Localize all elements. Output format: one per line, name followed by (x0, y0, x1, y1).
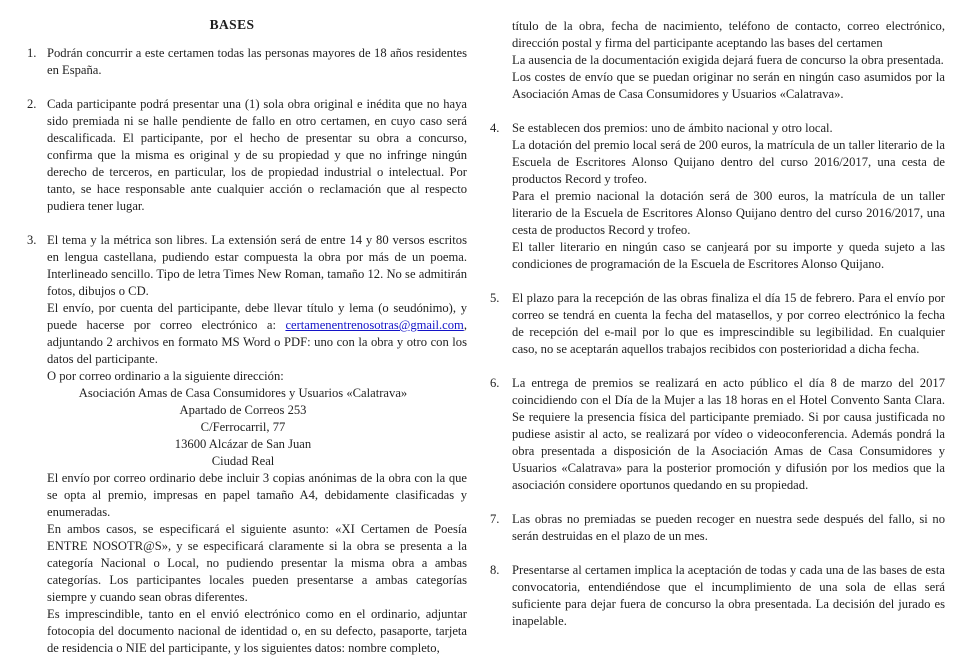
item-body (512, 511, 945, 545)
item-number: 4. (490, 121, 500, 135)
paragraph: El taller literario en ningún caso se canjeará por su importe y queda sujeto a las condiciones de programación de la Escuela de Escritores Alonso Quijano. (512, 240, 945, 271)
item-body (512, 375, 945, 494)
paragraph: La ausencia de la documentación exigida dejará fuera de concurso la obra presentada. (512, 53, 944, 67)
item-body (47, 45, 467, 79)
rules-list-right (490, 18, 945, 630)
rule-item (490, 375, 945, 494)
paragraph: El envío por correo ordinario debe incluir 3 copias anónimas de la obra con la que se opta al premio, impresas en papel tamaño A4, debidamente clasificadas y enumeradas. (47, 471, 467, 519)
paragraph: Presentarse al certamen implica la aceptación de todas y cada una de las bases de esta convocatoria, entendiéndose que el incumplimiento de una sola de ellas será suficiente para dejar fuera de concurso la obra presentada. La decisión del jurado es inapelable. (512, 563, 945, 628)
rule-item (490, 290, 945, 358)
paragraph (47, 300, 467, 368)
item-body (512, 18, 945, 103)
paragraph: Se establecen dos premios: uno de ámbito nacional y otro local. (512, 121, 833, 135)
address-line: Asociación Amas de Casa Consumidores y Usuarios «Calatrava» (78, 386, 408, 400)
paragraph: En ambos casos, se especificará el siguiente asunto: «XI Certamen de Poesía ENTRE NOSOTR@S», y se especificará claramente si la obra se presenta a la categoría Nacional o Local, no pudiendo presentar la misma obra a ambas categorías. Los participantes locales pueden presentarse a ambas categorías siempre y cuando sean obras diferentes. (47, 522, 467, 604)
paragraph: El plazo para la recepción de las obras finaliza el día 15 de febrero. Para el envío por correo se tendrá en cuenta la fecha del matasellos, y por correo electrónico la fecha de recepción del e-mail por lo que es imprescindible su legibilidad. En cualquier caso, no se aceptarán aquellos trabajos recibidos con posterioridad a dicha fecha. (512, 291, 945, 356)
item-number: 8. (490, 563, 500, 577)
rule-item (490, 511, 945, 545)
item-body (47, 96, 467, 215)
item-number: 3. (27, 233, 37, 247)
paragraph: Cada participante podrá presentar una (1) sola obra original e inédita que no haya sido premiada ni se halle pendiente de fallo en otro certamen, en cuyo caso será descalificada. El participante, por el hecho de presentar su obra a concurso, confirma que la misma es original y de su propiedad y que no infringe ningún derecho de terceros, en particular, los de propiedad industrial o intelectual. Por tanto, se hace responsable ante cualquier acción o reclamación que al respecto pudiera tener lugar. (47, 97, 467, 213)
rule-item (27, 45, 467, 79)
email-link[interactable]: certamenentrenosotras@gmail.com (285, 318, 464, 332)
rules-list-left (27, 45, 467, 657)
left-column (27, 13, 467, 668)
item-body (512, 290, 945, 358)
paragraph: Es imprescindible, tanto en el envió electrónico como en el ordinario, adjuntar fotocopia del documento nacional de identidad o, en su defecto, pasaporte, tarjeta de residencia o NIE del participante, y los siguientes datos: nombre completo, (47, 607, 467, 655)
paragraph: El tema y la métrica son libres. La extensión será de entre 14 y 80 versos escritos en lengua castellana, pudiendo estar compuesta la obra por más de un poema. Interlineado sencillo. Tipo de letra Times New Roman, tamaño 12. No se admitirán fotos, dibujos o CD. (47, 233, 467, 298)
text-segment: El envío, por cuenta del participante, debe llevar título y lema (o seudónimo), y puede hacerse por correo electrónico a: (47, 301, 467, 332)
text-segment: , adjuntando 2 archivos en formato MS Word o PDF: uno con la obra y otro con los datos del participante. (47, 318, 467, 366)
address-line: C/Ferrocarril, 77 (200, 420, 286, 434)
rule-item-continuation (490, 18, 945, 103)
paragraph: O por correo ordinario a la siguiente dirección: (47, 369, 284, 383)
paragraph: Los costes de envío que se puedan originar no serán en ningún caso asumidos por la Asociación Amas de Casa Consumidores y Usuarios «Calatrava». (512, 70, 945, 101)
paragraph: Las obras no premiadas se pueden recoger en nuestra sede después del fallo, si no serán destruidas en el plazo de un mes. (512, 512, 945, 543)
paragraph: Podrán concurrir a este certamen todas las personas mayores de 18 años residentes en España. (47, 46, 467, 77)
paragraph: título de la obra, fecha de nacimiento, teléfono de contacto, correo electrónico, dirección postal y firma del participante aceptando las bases del certamen (512, 19, 945, 50)
item-number: 5. (490, 291, 500, 305)
paragraph: Para el premio nacional la dotación será de 300 euros, la matrícula de un taller literario de la Escuela de Escritores Alonso Quijano dentro del curso 2016/2017, una cesta de productos Record y trofeo. (512, 189, 945, 237)
address-line: 13600 Alcázar de San Juan (174, 437, 312, 451)
right-column (490, 13, 945, 668)
paragraph: La dotación del premio local será de 200 euros, la matrícula de un taller literario de la Escuela de Escritores Alonso Quijano dentro del curso 2016/2017, una cesta de productos Record y trofeo. (512, 138, 945, 186)
item-number: 6. (490, 376, 500, 390)
rule-item (490, 120, 945, 273)
rule-item (490, 562, 945, 630)
paragraph: La entrega de premios se realizará en acto público el día 8 de marzo del 2017 coincidiendo con el Día de la Mujer a las 18 horas en el Hotel Convento Santa Clara. Se requiere la presencia física del participante premiado. Si por causa justificada no pudiese asistir al acto, se realizará por vídeo o videoconferencia. Además pondrá la obra presentada a disposición de la Asociación Amas de Casa Consumidores y Usuarios «Calatrava» para la posterior promoción y difusión por los medios que la asociación considere oportunos quedando en su propiedad. (512, 376, 945, 492)
item-body (47, 232, 467, 657)
item-body (512, 120, 945, 273)
address-line: Ciudad Real (211, 454, 275, 468)
page-title: BASES (209, 17, 255, 32)
item-number (490, 18, 512, 103)
item-number: 2. (27, 97, 37, 111)
rule-item (27, 232, 467, 657)
item-body (512, 562, 945, 630)
rule-item (27, 96, 467, 215)
address-line: Apartado de Correos 253 (179, 403, 307, 417)
item-number: 7. (490, 512, 500, 526)
item-number: 1. (27, 46, 37, 60)
